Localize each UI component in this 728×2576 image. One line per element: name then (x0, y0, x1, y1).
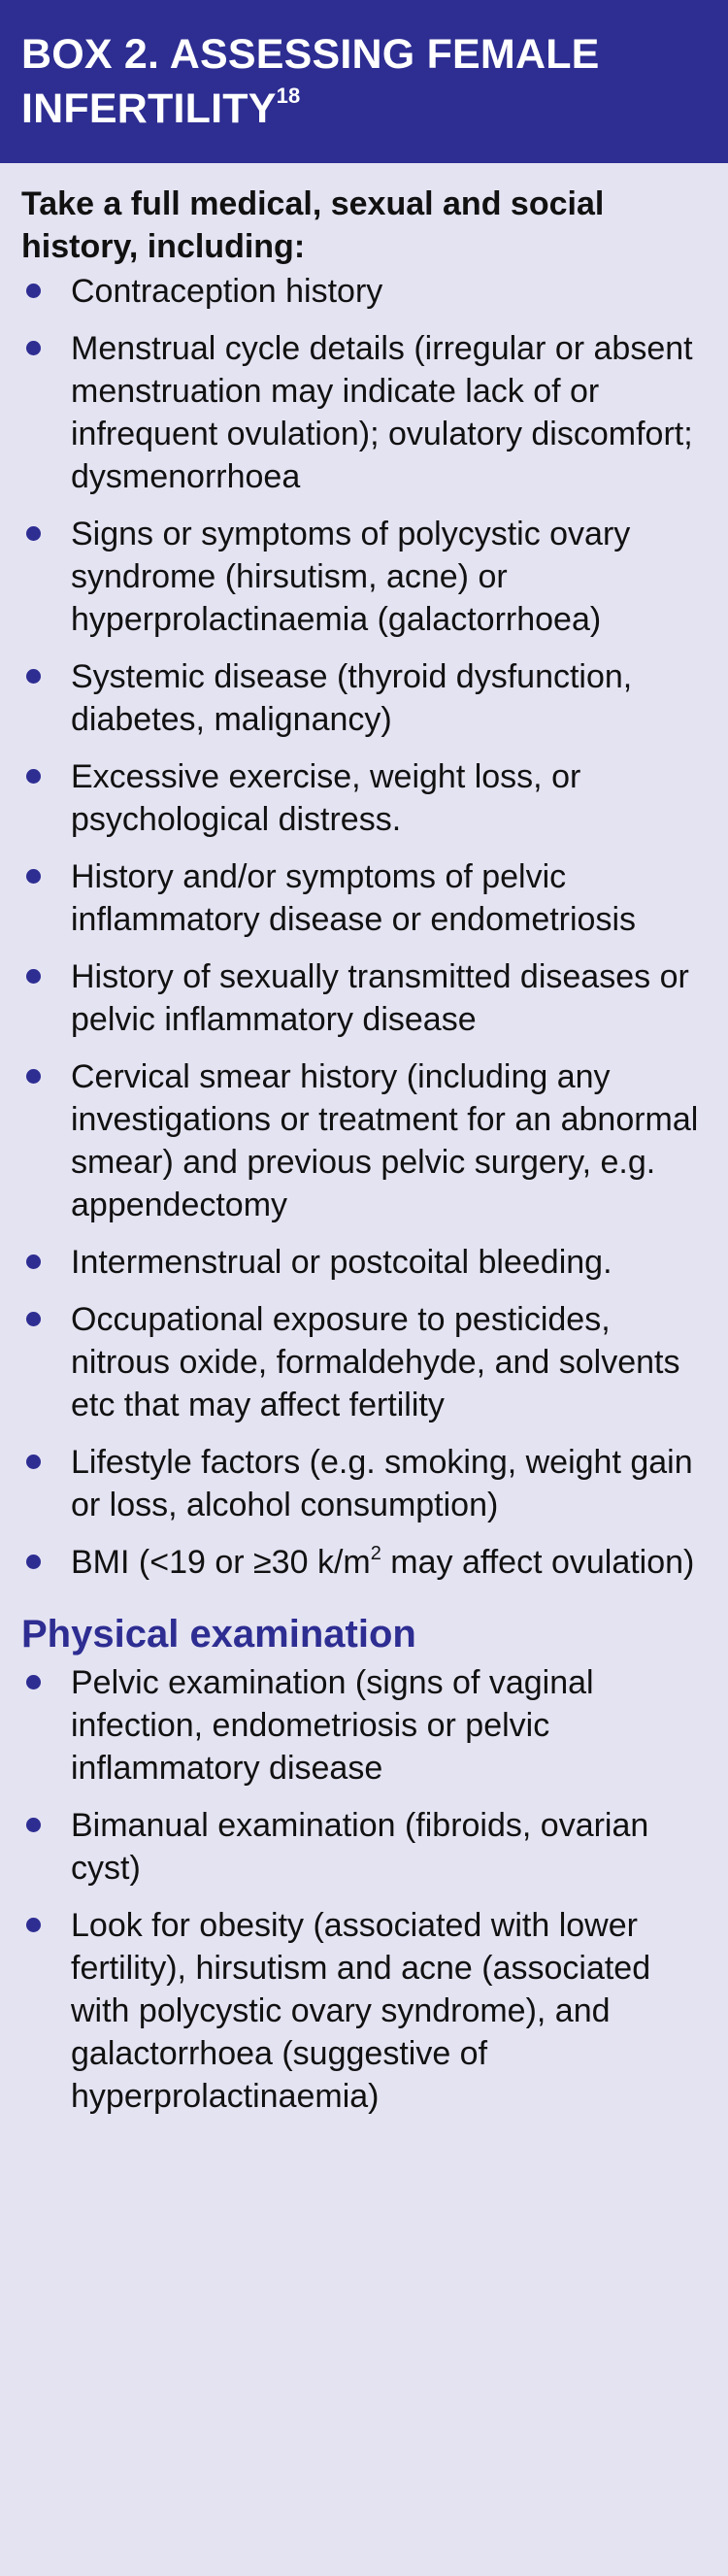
history-list (21, 270, 707, 1584)
list-item (21, 1904, 707, 2118)
bmi-text-after: may affect ovulation) (381, 1544, 695, 1581)
physical-exam-heading: Physical examination (21, 1613, 416, 1656)
list-item-text: History of sexually transmitted diseases or pelvic inflammatory disease (71, 958, 689, 1038)
list-item-text: History and/or symptoms of pelvic inflammatory disease or endometriosis (71, 858, 637, 938)
list-item-bmi (21, 1541, 707, 1584)
list-item (21, 755, 707, 841)
list-item-text: Intermenstrual or postcoital bleeding. (71, 1244, 612, 1281)
bullet-icon (26, 1312, 41, 1326)
list-item (21, 655, 707, 741)
list-item-text: Signs or symptoms of polycystic ovary syndrome (hirsutism, acne) or hyperprolactinaemia (galactorrhoea) (71, 516, 631, 638)
list-item (21, 1241, 707, 1284)
history-intro: Take a full medical, sexual and social history, including: (21, 185, 605, 265)
list-item-text: Lifestyle factors (e.g. smoking, weight gain or loss, alcohol consumption) (71, 1444, 693, 1523)
box-header (0, 0, 728, 163)
list-item (21, 513, 707, 641)
list-item (21, 327, 707, 498)
bmi-superscript: 2 (370, 1543, 381, 1564)
list-item (21, 1298, 707, 1426)
list-item-text: Cervical smear history (including any investigations or treatment for an abnormal smear) and previous pelvic surgery, e.g. appendectomy (71, 1058, 699, 1223)
list-item (21, 1441, 707, 1526)
bullet-icon (26, 1555, 41, 1569)
list-item-text: Systemic disease (thyroid dysfunction, diabetes, malignancy) (71, 658, 633, 738)
bullet-icon (26, 669, 41, 684)
list-item-text: Pelvic examination (signs of vaginal infection, endometriosis or pelvic inflammatory disease (71, 1664, 594, 1787)
list-item-text: Excessive exercise, weight loss, or psychological distress. (71, 758, 581, 838)
bullet-icon (26, 769, 41, 784)
bullet-icon (26, 1069, 41, 1084)
list-item-text: Bimanual examination (fibroids, ovarian cyst) (71, 1807, 649, 1887)
list-item (21, 955, 707, 1041)
box-content (0, 163, 728, 2118)
exam-list (21, 1661, 707, 2118)
list-item-text: Occupational exposure to pesticides, nitrous oxide, formaldehyde, and solvents etc that may affect fertility (71, 1301, 680, 1423)
list-item-text: Contraception history (71, 273, 383, 310)
list-item (21, 1804, 707, 1890)
bullet-icon (26, 1918, 41, 1932)
list-item (21, 1661, 707, 1790)
list-item-text: Look for obesity (associated with lower fertility), hirsutism and acne (associated with polycystic ovary syndrome), and galactorrhoea (suggestive of hyperprolactinaemia) (71, 1907, 651, 2115)
box-title (21, 27, 707, 136)
bmi-text-before: BMI (<19 or ≥30 k/m (71, 1544, 371, 1581)
list-item (21, 1055, 707, 1226)
bullet-icon (26, 969, 41, 984)
box-title-ref: 18 (276, 84, 301, 108)
bullet-icon (26, 1818, 41, 1832)
bullet-icon (26, 1675, 41, 1689)
list-item (21, 855, 707, 941)
bullet-icon (26, 1255, 41, 1269)
list-item-text: Menstrual cycle details (irregular or absent menstruation may indicate lack of or infrequent ovulation); ovulatory discomfort; dysmenorrhoea (71, 330, 693, 495)
bullet-icon (26, 1455, 41, 1469)
bullet-icon (26, 526, 41, 541)
box-title-line1: BOX 2. ASSESSING FEMALE (21, 31, 600, 78)
list-item (21, 270, 707, 313)
bullet-icon (26, 341, 41, 355)
box-title-line2: INFERTILITY (21, 85, 277, 132)
bullet-icon (26, 869, 41, 884)
bullet-icon (26, 284, 41, 298)
